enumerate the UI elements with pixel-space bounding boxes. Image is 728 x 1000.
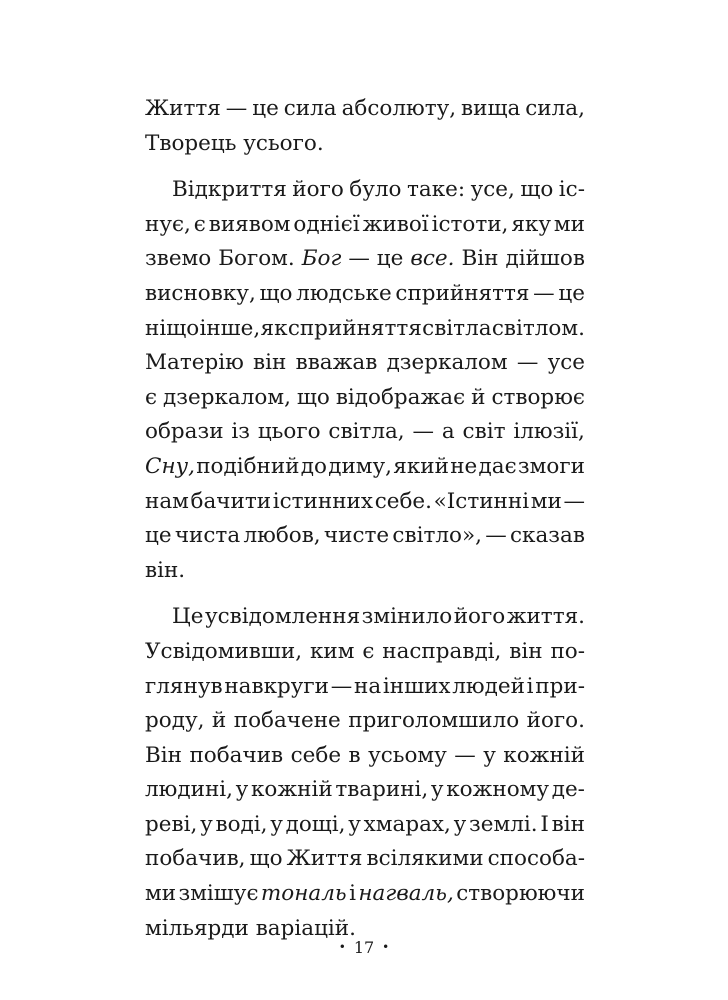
page-number: 17 <box>353 938 375 957</box>
word: в <box>348 742 361 768</box>
text-line <box>145 485 585 520</box>
word: любов, <box>243 523 321 549</box>
word: сприйняття <box>395 280 530 306</box>
text-line <box>145 208 585 243</box>
word: світла <box>422 315 492 341</box>
word: по- <box>550 638 585 664</box>
word: життя. <box>506 604 585 630</box>
word: його <box>292 177 344 203</box>
word: приголомшило <box>348 708 520 734</box>
word: усьому <box>368 742 447 768</box>
word: таке: <box>406 177 466 203</box>
word: хмарах, <box>363 811 451 837</box>
word: кожній <box>503 742 585 768</box>
word: Він <box>145 742 183 768</box>
word: людське <box>296 280 392 306</box>
word: його <box>453 604 506 630</box>
text-line <box>145 346 585 381</box>
paragraph <box>145 600 585 946</box>
word: виявом <box>208 211 291 237</box>
word: людей <box>452 673 525 699</box>
word: усе, <box>470 177 515 203</box>
word: було <box>349 177 402 203</box>
word: реві, <box>145 811 198 837</box>
word: Життя <box>145 96 221 121</box>
word: подібний <box>196 453 300 479</box>
word: є <box>362 638 375 664</box>
word: із <box>231 419 250 445</box>
word: дзеркалом, <box>163 384 291 410</box>
word: тварині, <box>335 777 429 803</box>
word: і <box>526 673 534 699</box>
text-line <box>145 312 585 347</box>
word: й <box>211 708 227 734</box>
word: ми <box>145 881 177 907</box>
word: — <box>225 96 248 121</box>
word: — <box>330 673 353 699</box>
text-line <box>145 381 585 416</box>
word: Відкриття <box>172 177 287 203</box>
word: всілякими <box>366 846 484 872</box>
text-line <box>145 173 585 208</box>
word: ілюзії, <box>513 419 585 445</box>
word: світлом. <box>491 315 585 341</box>
word: у <box>348 811 361 837</box>
word: тональ <box>260 881 347 907</box>
word: Творець <box>145 130 237 156</box>
word: змінило <box>361 604 453 630</box>
word: абсолюту, <box>341 96 457 121</box>
word: у <box>453 811 467 837</box>
word: Сну, <box>145 453 195 479</box>
word: Це <box>172 604 204 630</box>
word: Бог <box>301 246 342 272</box>
word: він. <box>145 557 186 583</box>
word: ніщо <box>145 315 200 341</box>
text-line <box>145 808 585 843</box>
word: змішує <box>178 881 259 907</box>
word: глянув <box>145 673 223 699</box>
text-line <box>145 277 585 312</box>
text-line <box>145 704 585 739</box>
word: у <box>430 777 444 803</box>
body-text <box>145 92 585 946</box>
word: цього <box>257 419 321 445</box>
word: воді, <box>215 811 268 837</box>
word: це <box>252 96 279 121</box>
word: світла, <box>328 419 405 445</box>
word: землі. <box>469 811 538 837</box>
word: а <box>441 419 455 445</box>
word: «Істинні <box>433 488 530 514</box>
word: дзеркалом <box>386 350 508 376</box>
word: змоги <box>517 453 585 479</box>
word: при- <box>535 673 585 699</box>
word: нагваль, <box>358 881 454 907</box>
word: — <box>348 246 370 272</box>
word: Усвідомивши, <box>145 638 303 664</box>
word: Життя <box>286 846 363 872</box>
word: до <box>300 453 327 479</box>
word: Матерію <box>145 350 244 376</box>
word: який <box>393 453 449 479</box>
word: образи <box>145 419 224 445</box>
word: Він <box>461 246 499 272</box>
word: створюючи <box>456 881 585 907</box>
word: його. <box>526 708 585 734</box>
word: побачив <box>189 742 284 768</box>
word: вважав <box>295 350 378 376</box>
text-line <box>145 773 585 808</box>
word: на <box>353 673 382 699</box>
text-line <box>145 600 585 635</box>
word: звемо <box>145 246 212 272</box>
word: висновку, <box>145 280 256 306</box>
word: побачив, <box>145 846 246 872</box>
word: чиста <box>174 523 241 549</box>
word: Богом. <box>218 246 295 272</box>
text-line <box>145 415 585 450</box>
paragraph <box>145 173 585 588</box>
paragraph <box>145 92 585 161</box>
word: ми <box>530 488 562 514</box>
word: це <box>145 523 172 549</box>
word: що <box>249 846 283 872</box>
text-line <box>145 842 585 877</box>
text-line <box>145 242 585 277</box>
word: у <box>270 811 283 837</box>
text-line <box>145 670 585 705</box>
word: відображає <box>335 384 466 410</box>
text-line <box>145 450 585 485</box>
word: вища <box>461 96 521 121</box>
word: І <box>540 811 549 837</box>
word: — <box>454 742 476 768</box>
word: що <box>520 177 554 203</box>
word: чисте <box>323 523 390 549</box>
text-line <box>145 739 585 774</box>
word: нам <box>145 488 189 514</box>
word: живої <box>362 211 429 237</box>
word: дійшов <box>505 246 585 272</box>
text-line <box>145 877 585 912</box>
word: він <box>509 638 543 664</box>
word: мільярди <box>145 915 249 941</box>
word: — <box>563 488 585 514</box>
word: нує, <box>145 211 191 237</box>
word: диму, <box>328 453 393 479</box>
word: побачене <box>233 708 341 734</box>
word: у <box>483 742 496 768</box>
word: він <box>551 811 585 837</box>
word: способа- <box>487 846 585 872</box>
word: істоти, <box>431 211 509 237</box>
word: ким <box>309 638 355 664</box>
word: ми <box>553 211 585 237</box>
word: все. <box>410 246 455 272</box>
word: сприйняття <box>287 315 422 341</box>
word: істинних <box>272 488 374 514</box>
text-line <box>145 92 585 127</box>
word: сказав <box>510 523 585 549</box>
word: однієї <box>293 211 360 237</box>
word: бачити <box>190 488 272 514</box>
word: яку <box>511 211 551 237</box>
word: усього. <box>243 130 324 156</box>
word: світ <box>462 419 506 445</box>
word: себе. <box>374 488 432 514</box>
word: є <box>145 384 158 410</box>
word: людині, <box>145 777 233 803</box>
footer-bullet-left: • <box>338 940 346 954</box>
word: що <box>259 280 293 306</box>
word: кожному <box>446 777 550 803</box>
word: він <box>253 350 287 376</box>
word: сила, <box>525 96 585 121</box>
word: насправді, <box>382 638 502 664</box>
word: кожній <box>250 777 333 803</box>
word: у <box>235 777 249 803</box>
word: себе <box>290 742 342 768</box>
word: й <box>471 384 486 410</box>
word: є <box>193 211 206 237</box>
word: іс- <box>558 177 585 203</box>
word: дає <box>478 453 517 479</box>
word: — <box>412 419 434 445</box>
text-line <box>145 635 585 670</box>
word: у <box>200 811 213 837</box>
word: усе <box>547 350 585 376</box>
footer-bullet-right: • <box>382 940 390 954</box>
word: варіацій. <box>255 915 356 941</box>
word: роду, <box>145 708 205 734</box>
text-line <box>145 519 585 554</box>
word: — <box>485 523 507 549</box>
word: сила <box>283 96 337 121</box>
word: це <box>558 280 585 306</box>
word: де- <box>551 777 585 803</box>
word: не <box>450 453 478 479</box>
word: усвідомлення <box>204 604 361 630</box>
word: це <box>376 246 404 272</box>
page-footer <box>0 937 728 958</box>
word: дощі, <box>285 811 346 837</box>
word: створює <box>491 384 585 410</box>
text-line <box>145 127 585 162</box>
word: світло», <box>392 523 482 549</box>
word: інше, <box>199 315 261 341</box>
word: що <box>296 384 330 410</box>
word: навкруги <box>224 673 330 699</box>
word: — <box>516 350 539 376</box>
word: інших <box>382 673 451 699</box>
word: і <box>349 881 356 907</box>
word: як <box>260 315 288 341</box>
text-line <box>145 554 585 589</box>
word: — <box>533 280 555 306</box>
